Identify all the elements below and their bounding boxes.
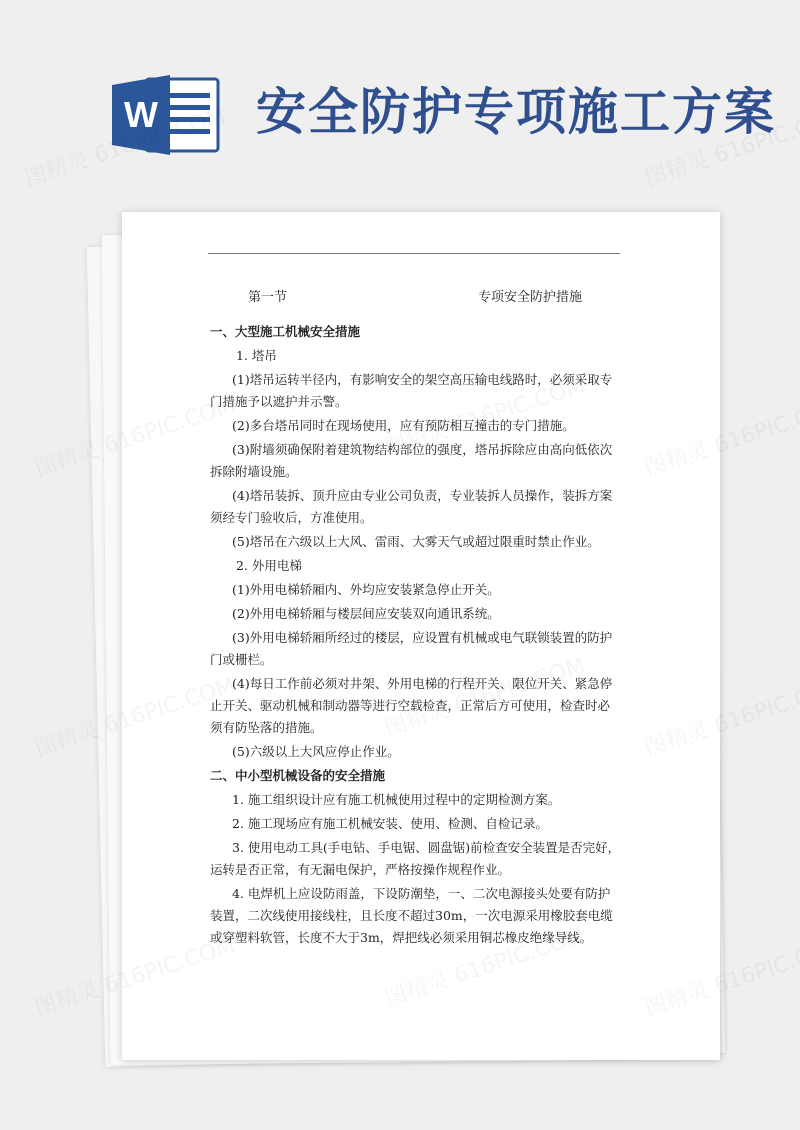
paragraph: 2. 施工现场应有施工机械安装、使用、检测、自检记录。 [232, 816, 548, 831]
paragraph: (1)塔吊运转半径内，有影响安全的架空高压输电线路时，必须采取专门措施予以遮护并示警。 [210, 372, 613, 409]
section-heading: 二、中小型机械设备的安全措施 [210, 768, 386, 783]
paragraph: (1)外用电梯轿厢内、外均应安装紧急停止开关。 [232, 582, 500, 597]
paragraph: 1. 施工组织设计应有施工机械使用过程中的定期检测方案。 [232, 792, 561, 807]
section-heading: 一、大型施工机械安全措施 [210, 324, 361, 339]
header-banner [0, 0, 800, 190]
paragraph: (5)塔吊在六级以上大风、雷雨、大雾天气或超过限重时禁止作业。 [232, 534, 600, 549]
document-body [210, 321, 622, 951]
section-title: 专项安全防护措施 [478, 290, 583, 305]
paragraph: (2)多台塔吊同时在现场使用，应有预防相互撞击的专门措施。 [232, 418, 575, 433]
paragraph: (3)附墙须确保附着建筑物结构部位的强度，塔吊拆除应由高向低依次拆除附墙设施。 [210, 442, 613, 479]
section-label: 第一节 [248, 290, 288, 305]
paragraph: (3)外用电梯轿厢所经过的楼层，应设置有机械或电气联锁装置的防护门或栅栏。 [210, 630, 613, 667]
paragraph: 3. 使用电动工具(手电钻、手电锯、圆盘锯)前检查安全装置是否完好，运转是否正常，有无漏电保护，严格按操作规程作业。 [210, 840, 621, 877]
paragraph: (4)每日工作前必须对井架、外用电梯的行程开关、限位开关、紧急停止开关、驱动机械和制动器等进行空载检查，正常后方可使用，检查时必须有防坠落的措施。 [210, 676, 613, 735]
paragraph: (4)塔吊装拆、顶升应由专业公司负责，专业装拆人员操作，装拆方案须经专门验收后，方准使用。 [210, 488, 613, 525]
subsection-heading: 1. 塔吊 [236, 348, 277, 363]
paragraph: 4. 电焊机上应设防雨盖，下设防潮垫，一、二次电源接头处要有防护装置，二次线使用接线柱，且长度不超过30m，一次电源采用橡胶套电缆或穿塑料软管，长度不大于3m，焊把线必须采用铜芯橡皮绝缘导线。 [210, 886, 613, 945]
word-document-icon [112, 75, 222, 155]
svg-text:W: W [124, 94, 158, 135]
paragraph: (5)六级以上大风应停止作业。 [232, 744, 400, 759]
paragraph: (2)外用电梯轿厢与楼层间应安装双向通讯系统。 [232, 606, 500, 621]
header-rule [208, 253, 620, 254]
page-title: 安全防护专项施工方案 [256, 83, 776, 141]
subsection-heading: 2. 外用电梯 [236, 558, 302, 573]
document-page [122, 212, 720, 1060]
